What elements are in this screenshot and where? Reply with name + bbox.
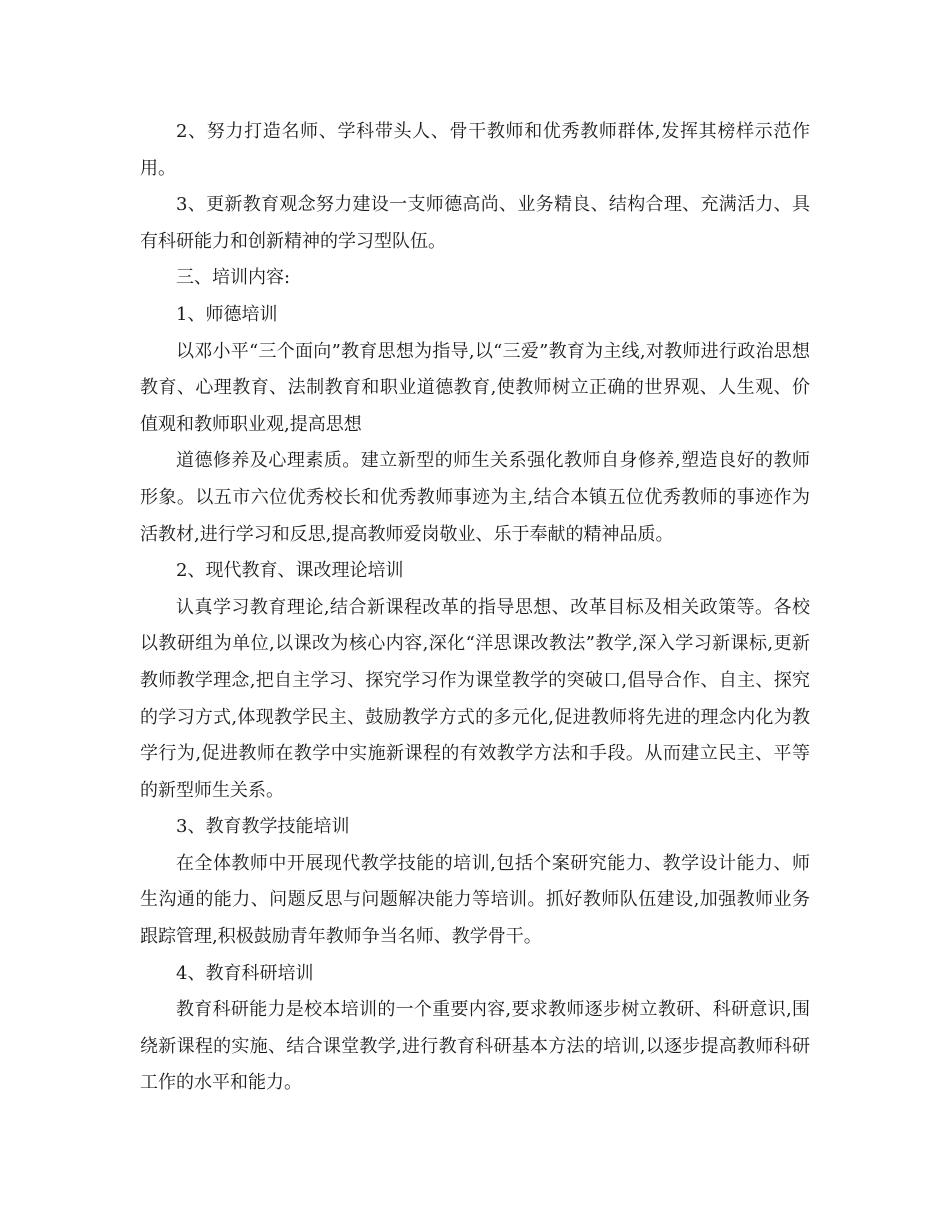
subheading-teaching-skills-training: 3、教育教学技能培训 <box>176 816 350 838</box>
paragraph-teaching-skills-training: 在全体教师中开展现代教学技能的培训,包括个案研究能力、教学设计能力、师生沟通的能力、问题反思与问题解决能力等培训。抓好教师队伍建设,加强教师业务跟踪管理,积极鼓励青年教师争当名师、教学骨干。 <box>140 852 810 948</box>
paragraph-research-training: 教育科研能力是校本培训的一个重要内容,要求教师逐步树立教研、科研意识,围绕新课程的实施、结合课堂教学,进行教育科研基本方法的培训,以逐步提高教师科研工作的水平和能力。 <box>140 999 810 1094</box>
section-heading-training-content: 三、培训内容: <box>176 267 291 289</box>
paragraph-goal-2: 2、努力打造名师、学科带头人、骨干教师和优秀教师群体,发挥其榜样示范作用。 <box>140 121 810 179</box>
subheading-ethics-training: 1、师德培训 <box>176 303 278 325</box>
paragraph-curriculum-theory-training: 认真学习教育理论,结合新课程改革的指导思想、改革目标及相关政策等。各校以教研组为单位,以课改为核心内容,深化“洋思课改教法”教学,深入学习新课标,更新教师教学理念,把自主学习、探究学习作为课堂教学的突破口,倡导合作、自主、探究的学习方式,体现教学民主、鼓励教学方式的多元化,促进教师将先进的理念内化为教学行为,促进教师在教学中实施新课程的有效教学方法和手段。从而建立民主、平等的新型师生关系。 <box>140 596 810 801</box>
paragraph-ethics-training-continued: 道德修养及心理素质。建立新型的师生关系强化教师自身修养,塑造良好的教师形象。以五市六位优秀校长和优秀教师事迹为主,结合本镇五位优秀教师的事迹作为活教材,进行学习和反思,提高教师爱岗敬业、乐于奉献的精神品质。 <box>140 450 810 545</box>
paragraph-goal-3: 3、更新教育观念努力建设一支师德高尚、业务精良、结构合理、充满活力、具有科研能力和创新精神的学习型队伍。 <box>140 194 810 252</box>
paragraph-ethics-training: 以邓小平“三个面向”教育思想为指导,以“三爱”教育为主线,对教师进行政治思想教育、心理教育、法制教育和职业道德教育,使教师树立正确的世界观、人生观、价值观和教师职业观,提高思想 <box>140 340 810 435</box>
subheading-curriculum-theory-training: 2、现代教育、课改理论培训 <box>176 560 404 582</box>
subheading-research-training: 4、教育科研培训 <box>176 962 314 984</box>
